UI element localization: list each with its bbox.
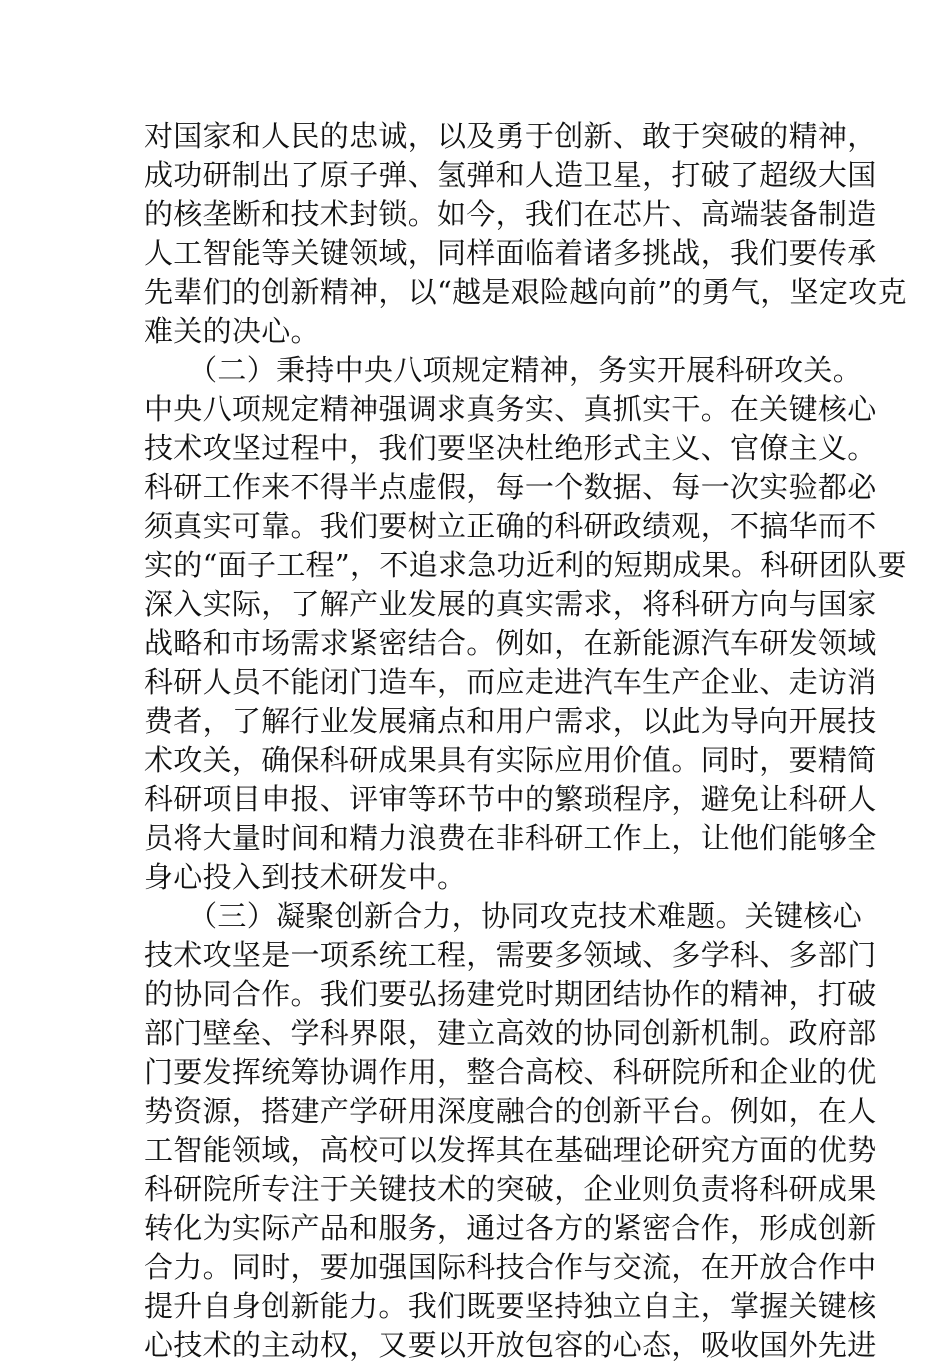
text-line: 部门壁垒、学科界限，建立高效的协同创新机制。政府部 xyxy=(144,1016,877,1050)
text-line: 成功研制出了原子弹、氢弹和人造卫星，打破了超级大国 xyxy=(144,158,877,192)
text-line: 人工智能等关键领域，同样面临着诸多挑战，我们要传承 xyxy=(144,236,877,270)
text-line: 提升自身创新能力。我们既要坚持独立自主，掌握关键核 xyxy=(144,1289,877,1323)
text-line: 战略和市场需求紧密结合。例如，在新能源汽车研发领域 xyxy=(144,626,877,660)
text-line: 费者，了解行业发展痛点和用户需求，以此为导向开展技 xyxy=(144,704,877,738)
text-line: 先辈们的创新精神，以“越是艰险越向前”的勇气，坚定攻克 xyxy=(144,275,907,309)
text-line: 科研院所专注于关键技术的突破，企业则负责将科研成果 xyxy=(144,1172,877,1206)
section-heading-3: （三）凝聚创新合力，协同攻克技术难题。关键核心 xyxy=(144,899,863,933)
text-line: 工智能领域，高校可以发挥其在基础理论研究方面的优势 xyxy=(144,1133,877,1167)
text-line: 的核垄断和技术封锁。如今，我们在芯片、高端装备制造 xyxy=(144,197,877,231)
text-line: 技术攻坚是一项系统工程，需要多领域、多学科、多部门 xyxy=(144,938,877,972)
text-line: 技术攻坚过程中，我们要坚决杜绝形式主义、官僚主义。 xyxy=(144,431,877,465)
section-heading-2: （二）秉持中央八项规定精神，务实开展科研攻关。 xyxy=(144,353,863,387)
text-line: 的协同合作。我们要弘扬建党时期团结协作的精神，打破 xyxy=(144,977,877,1011)
text-line: 科研工作来不得半点虚假，每一个数据、每一次实验都必 xyxy=(144,470,877,504)
text-line: 转化为实际产品和服务，通过各方的紧密合作，形成创新 xyxy=(144,1211,877,1245)
text-line: 对国家和人民的忠诚，以及勇于创新、敢于突破的精神， xyxy=(144,119,877,153)
text-line: 须真实可靠。我们要树立正确的科研政绩观，不搞华而不 xyxy=(144,509,877,543)
text-line: 门要发挥统筹协调作用，整合高校、科研院所和企业的优 xyxy=(144,1055,877,1089)
text-line: 势资源，搭建产学研用深度融合的创新平台。例如，在人 xyxy=(144,1094,877,1128)
text-line: 合力。同时，要加强国际科技合作与交流，在开放合作中 xyxy=(144,1250,877,1284)
text-line: 中央八项规定精神强调求真务实、真抓实干。在关键核心 xyxy=(144,392,877,426)
text-line: 难关的决心。 xyxy=(144,314,320,348)
text-line: 深入实际，了解产业发展的真实需求，将科研方向与国家 xyxy=(144,587,877,621)
text-line: 科研项目申报、评审等环节中的繁琐程序，避免让科研人 xyxy=(144,782,877,816)
text-line: 身心投入到技术研发中。 xyxy=(144,860,467,894)
text-line: 心技术的主动权，又要以开放包容的心态，吸收国外先进 xyxy=(144,1328,877,1362)
text-line: 员将大量时间和精力浪费在非科研工作上，让他们能够全 xyxy=(144,821,877,855)
document-body xyxy=(144,117,907,1365)
text-line: 科研人员不能闭门造车，而应走进汽车生产企业、走访消 xyxy=(144,665,877,699)
text-line: 实的“面子工程”，不追求急功近利的短期成果。科研团队要 xyxy=(144,548,907,582)
text-line: 术攻关，确保科研成果具有实际应用价值。同时，要精简 xyxy=(144,743,877,777)
